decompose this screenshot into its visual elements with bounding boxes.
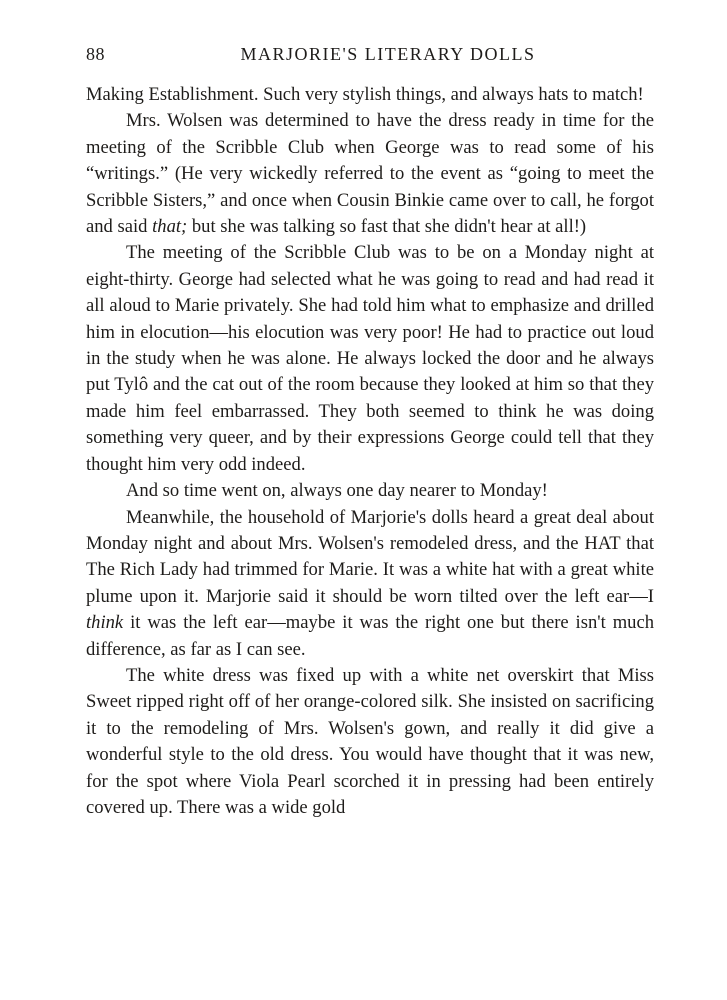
text-segment: it was the left ear—maybe it was the right one but there isn't much difference, as far as I can see. bbox=[86, 612, 654, 660]
text-segment: The white dress was fixed up with a white net overskirt that Miss Sweet ripped right off of her orange-colored silk. She insisted on sacrificing it to the remodeling of Mrs. Wolsen's gown, and really it did give a wonderful style to the old dress. You would have thought that it was new, for the spot where Viola Pearl scorched it in pressing had been entirely covered up. There was a wide gold bbox=[86, 664, 654, 818]
paragraph bbox=[86, 82, 654, 108]
body-text bbox=[86, 82, 654, 821]
text-segment: Mrs. Wolsen was determined to have the dress ready in time for the meeting of the Scribble Club when George was to read some of his “writings.” (He very wickedly referred to the event as “going to meet the Scribble Sisters,” and once when Cousin Binkie came over to call, he forgot and said bbox=[86, 110, 654, 238]
paragraph bbox=[86, 478, 654, 504]
running-title: MARJORIE'S LITERARY DOLLS bbox=[240, 44, 536, 64]
paragraph bbox=[86, 240, 654, 478]
paragraph bbox=[86, 108, 654, 240]
italic-text: that; bbox=[152, 216, 188, 238]
italic-text: think bbox=[86, 612, 124, 634]
text-segment: but she was talking so fast that she didn't hear at all!) bbox=[187, 216, 587, 238]
text-segment: Meanwhile, the household of Marjorie's dolls heard a great deal about Monday night and about Mrs. Wolsen's remodeled dress, and the HAT that The Rich Lady had trimmed for Marie. It was a white hat with a great white plume upon it. Marjorie said it should be worn tilted over the left ear—I bbox=[86, 506, 654, 607]
page-header bbox=[86, 44, 654, 74]
page-number: 88 bbox=[86, 44, 105, 64]
text-segment: The meeting of the Scribble Club was to be on a Monday night at eight-thirty. George had selected what he was going to read and had read it all aloud to Marie privately. She had told him what to emphasize and drilled him in elocution—his elocution was very poor! He had to practice out loud in the study when he was alone. He always locked the door and he always put Tylô and the cat out of the room because they looked at him so that they made him feel embarrassed. They both seemed to think he was doing something very queer, and by their expressions George could tell that they thought him very odd indeed. bbox=[86, 242, 654, 475]
paragraph bbox=[86, 505, 654, 663]
paragraph bbox=[86, 663, 654, 821]
text-segment: Making Establishment. Such very stylish things, and always hats to match! bbox=[86, 84, 644, 105]
text-segment: And so time went on, always one day nearer to Monday! bbox=[126, 480, 548, 502]
